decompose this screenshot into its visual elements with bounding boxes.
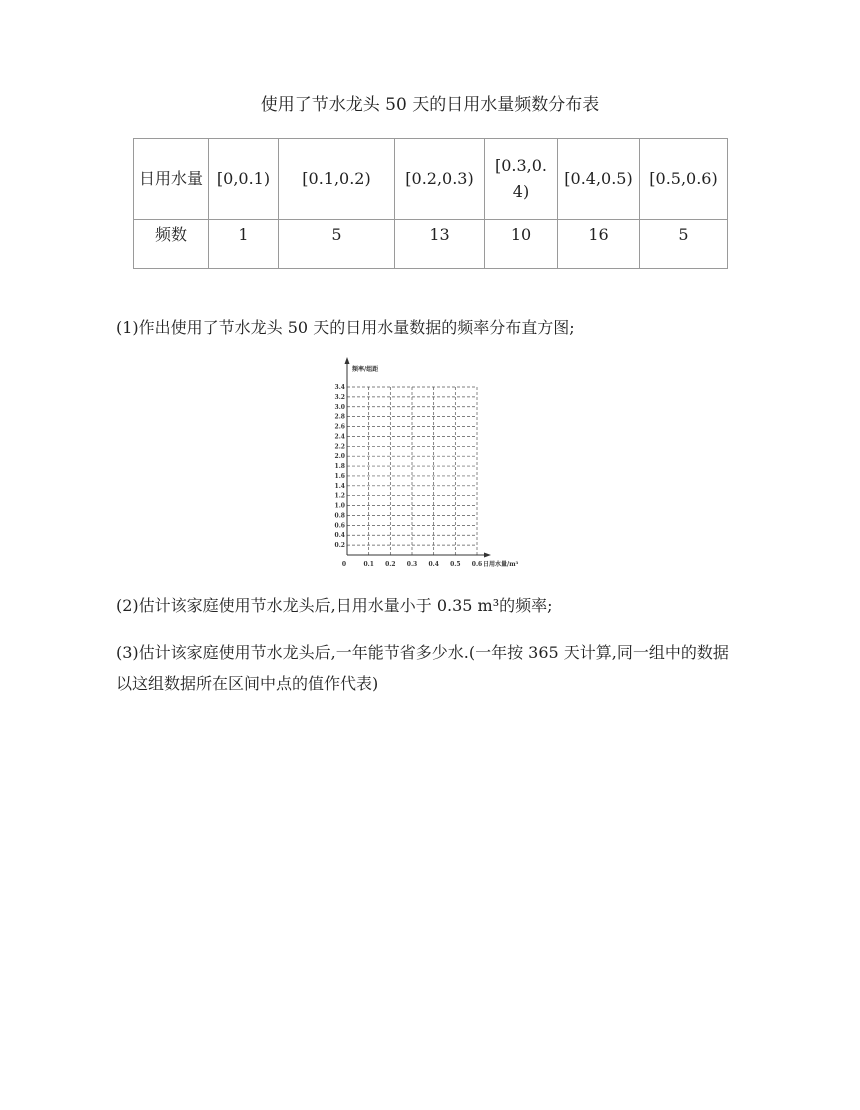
y-axis-label: 频率/组距	[352, 366, 379, 373]
interval-cell: [0.5,0.6)	[640, 139, 728, 220]
y-tick-label: 2.2	[334, 443, 345, 451]
question-2: (2)估计该家庭使用节水龙头后,日用水量小于 0.35 m³的频率;	[116, 596, 553, 615]
header-label-cell: 日用水量	[134, 139, 209, 220]
y-tick-label: 0.8	[334, 512, 345, 520]
interval-cell: [0.4,0.5)	[558, 139, 640, 220]
y-tick-label: 3.0	[334, 403, 345, 411]
x-tick-label: 0.2	[385, 561, 396, 568]
y-tick-label: 1.6	[334, 472, 345, 480]
question-1: (1)作出使用了节水龙头 50 天的日用水量数据的频率分布直方图;	[116, 318, 575, 337]
interval-cell: [0.3,0.4)	[485, 139, 558, 220]
y-tick-label: 2.8	[334, 413, 345, 421]
question-3: (3)估计该家庭使用节水龙头后,一年能节省多少水.(一年按 365 天计算,同一组中的数据以这组数据所在区间中点的值作代表)	[116, 643, 729, 693]
x-tick-label: 0.4	[428, 561, 439, 568]
x-tick-label: 0.1	[363, 561, 374, 568]
y-tick-label: 2.0	[334, 453, 345, 461]
y-tick-label: 3.2	[334, 393, 345, 401]
frequency-table	[133, 138, 728, 269]
x-tick-label: 0.6	[471, 561, 483, 568]
y-tick-label: 1.4	[334, 482, 345, 490]
y-axis-arrow	[345, 357, 350, 364]
interval-cell: [0.2,0.3)	[395, 139, 485, 220]
y-tick-label: 0.2	[334, 542, 345, 550]
interval-cell: [0.1,0.2)	[279, 139, 395, 220]
histogram-grid-chart	[330, 355, 530, 575]
frequency-cell: 13	[395, 220, 485, 269]
y-tick-label: 2.6	[334, 423, 345, 431]
y-tick-label: 1.0	[334, 502, 345, 510]
x-axis-label: 日用水量/m³	[483, 561, 519, 568]
frequency-cell: 10	[485, 220, 558, 269]
x-axis-arrow	[484, 553, 491, 558]
frequency-cell: 1	[209, 220, 279, 269]
table-row-intervals	[134, 139, 728, 220]
y-tick-label: 3.4	[334, 384, 345, 391]
frequency-label-cell: 频数	[134, 220, 209, 269]
frequency-cell: 5	[279, 220, 395, 269]
origin-label: 0	[341, 561, 347, 568]
y-tick-label: 0.4	[334, 532, 345, 540]
y-tick-label: 1.2	[334, 492, 345, 500]
interval-cell: [0,0.1)	[209, 139, 279, 220]
table-title: 使用了节水龙头 50 天的日用水量频数分布表	[260, 95, 600, 115]
y-tick-label: 1.8	[334, 463, 345, 471]
table-row-frequencies	[134, 220, 728, 269]
x-tick-label: 0.5	[450, 561, 461, 568]
x-tick-label: 0.3	[406, 561, 418, 568]
y-tick-label: 2.4	[334, 433, 345, 441]
frequency-cell: 5	[640, 220, 728, 269]
y-tick-label: 0.6	[334, 522, 345, 530]
frequency-cell: 16	[558, 220, 640, 269]
